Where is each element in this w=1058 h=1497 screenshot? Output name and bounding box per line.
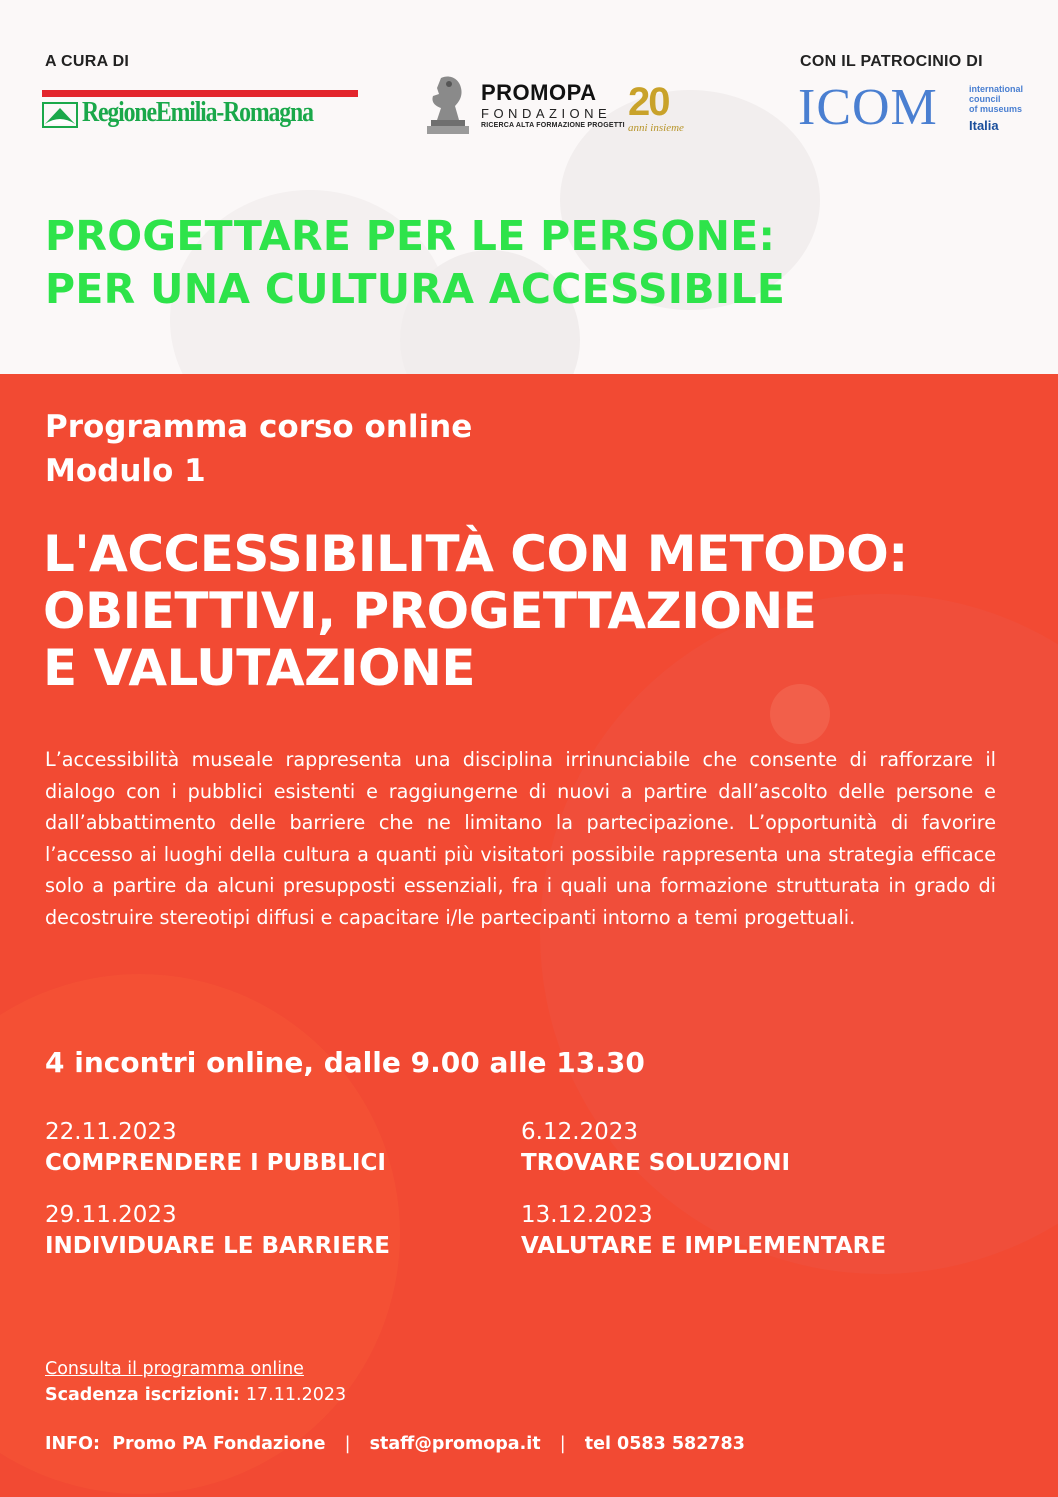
- headline-line1: L'ACCESSIBILITÀ CON METODO:: [43, 525, 908, 583]
- patronage-label: CON IL PATROCINIO DI: [800, 53, 983, 70]
- anniversary-number: 20: [628, 80, 669, 124]
- deadline-label: Scadenza iscrizioni:: [45, 1385, 240, 1405]
- icom-subtitle: [969, 84, 1023, 114]
- session-topic: INDIVIDUARE LE BARRIERE: [45, 1233, 390, 1259]
- icom-country: Italia: [969, 118, 999, 133]
- session-item: [521, 1117, 790, 1179]
- icom-line3: of museums: [969, 104, 1023, 114]
- program-heading: [45, 405, 472, 493]
- info-phone[interactable]: tel 0583 582783: [584, 1434, 745, 1454]
- icom-logo: [798, 79, 1038, 137]
- session-date: 13.12.2023: [521, 1202, 653, 1228]
- session-date: 29.11.2023: [45, 1202, 177, 1228]
- program-online-link[interactable]: Consulta il programma online: [45, 1359, 304, 1379]
- info-separator: |: [344, 1434, 351, 1454]
- module-headline: [43, 526, 908, 697]
- icom-word: ICOM: [798, 79, 938, 136]
- session-topic: VALUTARE E IMPLEMENTARE: [521, 1233, 887, 1259]
- promopa-name: [481, 80, 597, 106]
- info-separator: |: [559, 1434, 566, 1454]
- regione-logo-text: RegioneEmilia-Romagna: [82, 96, 313, 128]
- main-title-line2: PER UNA CULTURA ACCESSIBILE: [45, 265, 786, 313]
- promopa-tagline: RICERCA ALTA FORMAZIONE PROGETTI: [481, 122, 625, 129]
- icom-line1: international: [969, 84, 1024, 94]
- promopa-logo: [423, 70, 691, 140]
- icom-line2: council: [969, 94, 1001, 104]
- info-org: Promo PA Fondazione: [112, 1434, 326, 1454]
- session-topic: TROVARE SOLUZIONI: [521, 1150, 791, 1176]
- curated-by-label: A CURA DI: [45, 53, 130, 70]
- info-email[interactable]: staff@promopa.it: [369, 1434, 541, 1454]
- headline-line3: E VALUTAZIONE: [43, 639, 476, 697]
- session-item: [45, 1200, 390, 1262]
- session-date: 22.11.2023: [45, 1119, 177, 1145]
- deadline-value: 17.11.2023: [245, 1385, 347, 1405]
- regione-emilia-romagna-logo: [42, 90, 358, 135]
- contact-info: [45, 1434, 745, 1454]
- promopa-subtitle: FONDAZIONE: [481, 106, 612, 121]
- schedule-summary: 4 incontri online, dalle 9.00 alle 13.30: [45, 1046, 645, 1079]
- headline-line2: OBIETTIVI, PROGETTAZIONE: [43, 582, 817, 640]
- regione-flag-icon: [42, 102, 78, 128]
- anniversary-text: anni insieme: [628, 122, 684, 134]
- program-line2: Modulo 1: [45, 453, 206, 489]
- registration-deadline: [45, 1385, 346, 1405]
- info-label: INFO:: [45, 1434, 100, 1454]
- main-title-line1: PROGETTARE PER LE PERSONE:: [45, 212, 776, 260]
- program-line1: Programma corso online: [45, 409, 473, 445]
- session-item: [45, 1117, 386, 1179]
- main-title: [45, 210, 785, 316]
- session-item: [521, 1200, 886, 1262]
- description-paragraph: L’accessibilità museale rappresenta una disciplina irrinunciabile che consente di rafforzare il dialogo con i pubblici esistenti e raggiungerne di nuovi a partire dall’ascolto delle persone e dall’abbattimento delle barriere che ne limitano la partecipazione. L’opportunità di favorire l’accesso ai luoghi della cultura a quanti più visitatori possibile rappresenta una strategia efficace solo a partire da alcuni presupposti essenziali, fra i quali una formazione strutturata in grado di decostruire stereotipi diffusi e capacitare i/le partecipanti intorno a temi progettuali.: [45, 748, 996, 929]
- session-topic: COMPRENDERE I PUBBLICI: [45, 1150, 386, 1176]
- promopa-name-b: PA: [566, 80, 597, 105]
- chess-knight-icon: [423, 72, 475, 136]
- promopa-name-a: PROMO: [481, 80, 567, 105]
- session-date: 6.12.2023: [521, 1119, 639, 1145]
